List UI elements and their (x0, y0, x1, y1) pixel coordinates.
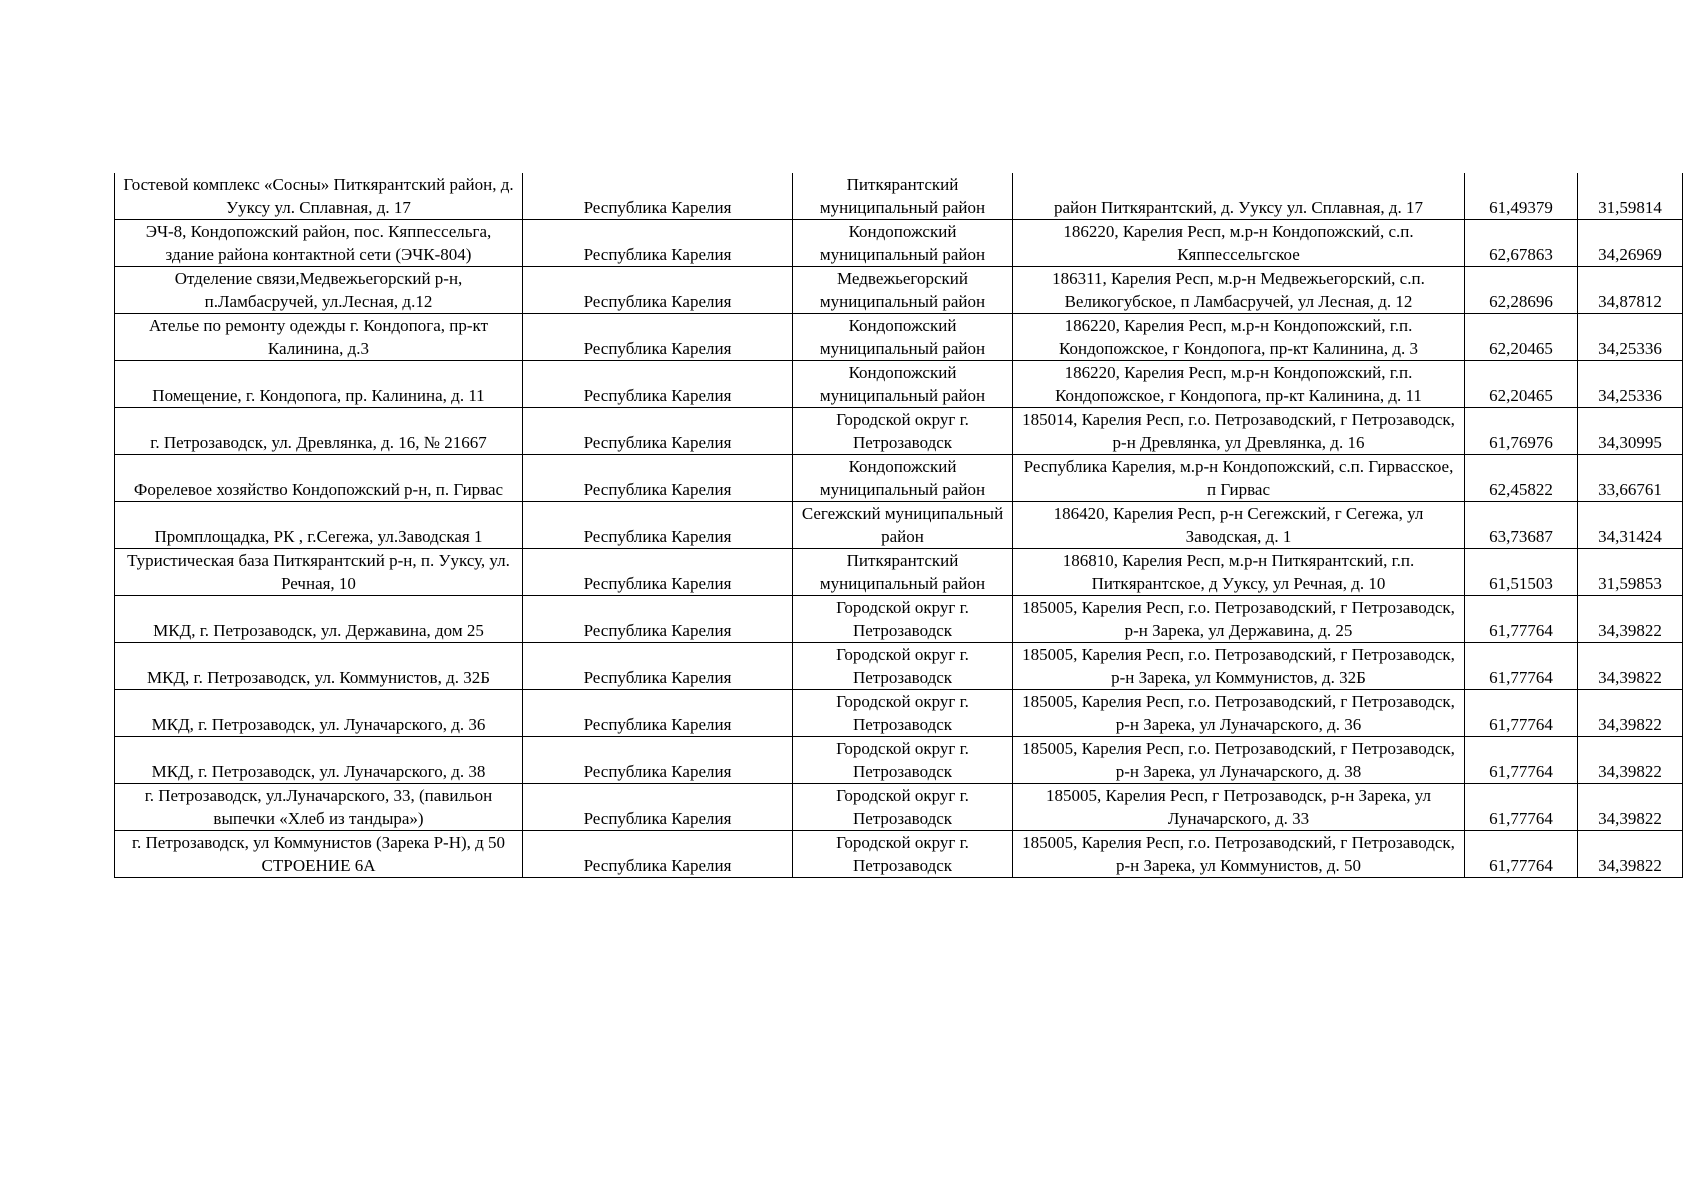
municipality-cell: Кондопожский муниципальный район (793, 314, 1013, 361)
address-cell: 186810, Карелия Респ, м.р-н Питкярантский, г.п. Питкярантское, д Ууксу, ул Речная, д. 10 (1013, 549, 1465, 596)
latitude-cell: 62,20465 (1465, 314, 1578, 361)
region-cell: Республика Карелия (523, 455, 793, 502)
table-row (115, 455, 1683, 502)
object-cell: Гостевой комплекс «Сосны» Питкярантский район, д. Ууксу ул. Сплавная, д. 17 (115, 173, 523, 220)
municipality-cell: Медвежьегорский муниципальный район (793, 267, 1013, 314)
region-cell: Республика Карелия (523, 408, 793, 455)
latitude-cell: 61,77764 (1465, 643, 1578, 690)
object-cell: МКД, г. Петрозаводск, ул. Державина, дом 25 (115, 596, 523, 643)
longitude-cell: 34,39822 (1578, 784, 1683, 831)
municipality-cell: Городской округ г. Петрозаводск (793, 737, 1013, 784)
municipality-cell: Городской округ г. Петрозаводск (793, 784, 1013, 831)
latitude-cell: 61,51503 (1465, 549, 1578, 596)
latitude-cell: 61,77764 (1465, 831, 1578, 878)
latitude-cell: 61,77764 (1465, 737, 1578, 784)
table-row (115, 173, 1683, 220)
region-cell: Республика Карелия (523, 314, 793, 361)
table-row (115, 502, 1683, 549)
address-cell: 185005, Карелия Респ, г.о. Петрозаводский, г Петрозаводск, р-н Зарека, ул Державина, д. 25 (1013, 596, 1465, 643)
address-cell: 185005, Карелия Респ, г.о. Петрозаводский, г Петрозаводск, р-н Зарека, ул Коммунистов, д. 32Б (1013, 643, 1465, 690)
latitude-cell: 62,67863 (1465, 220, 1578, 267)
object-cell: г. Петрозаводск, ул Коммунистов (Зарека Р-Н), д 50 СТРОЕНИЕ 6А (115, 831, 523, 878)
address-cell: район Питкярантский, д. Ууксу ул. Сплавная, д. 17 (1013, 173, 1465, 220)
object-cell: МКД, г. Петрозаводск, ул. Луначарского, д. 38 (115, 737, 523, 784)
longitude-cell: 34,39822 (1578, 643, 1683, 690)
table-row (115, 596, 1683, 643)
table-row (115, 220, 1683, 267)
region-cell: Республика Карелия (523, 831, 793, 878)
latitude-cell: 62,45822 (1465, 455, 1578, 502)
latitude-cell: 61,76976 (1465, 408, 1578, 455)
longitude-cell: 34,25336 (1578, 361, 1683, 408)
table-row (115, 408, 1683, 455)
region-cell: Республика Карелия (523, 549, 793, 596)
longitude-cell: 34,39822 (1578, 596, 1683, 643)
object-cell: г. Петрозаводск, ул. Древлянка, д. 16, № 21667 (115, 408, 523, 455)
region-cell: Республика Карелия (523, 502, 793, 549)
longitude-cell: 34,25336 (1578, 314, 1683, 361)
longitude-cell: 34,39822 (1578, 690, 1683, 737)
longitude-cell: 34,26969 (1578, 220, 1683, 267)
address-cell: 185005, Карелия Респ, г Петрозаводск, р-н Зарека, ул Луначарского, д. 33 (1013, 784, 1465, 831)
longitude-cell: 31,59814 (1578, 173, 1683, 220)
table-row (115, 737, 1683, 784)
latitude-cell: 63,73687 (1465, 502, 1578, 549)
municipality-cell: Кондопожский муниципальный район (793, 361, 1013, 408)
table-row (115, 643, 1683, 690)
longitude-cell: 33,66761 (1578, 455, 1683, 502)
document-page (114, 173, 1683, 878)
address-cell: 185014, Карелия Респ, г.о. Петрозаводский, г Петрозаводск, р-н Древлянка, ул Древлянка, д. 16 (1013, 408, 1465, 455)
municipality-cell: Городской округ г. Петрозаводск (793, 643, 1013, 690)
objects-table (114, 173, 1683, 878)
table-row (115, 314, 1683, 361)
longitude-cell: 34,30995 (1578, 408, 1683, 455)
longitude-cell: 34,39822 (1578, 831, 1683, 878)
latitude-cell: 61,77764 (1465, 784, 1578, 831)
object-cell: Отделение связи,Медвежьегорский р-н, п.Ламбасручей, ул.Лесная, д.12 (115, 267, 523, 314)
region-cell: Республика Карелия (523, 737, 793, 784)
municipality-cell: Городской округ г. Петрозаводск (793, 690, 1013, 737)
municipality-cell: Питкярантский муниципальный район (793, 173, 1013, 220)
region-cell: Республика Карелия (523, 784, 793, 831)
longitude-cell: 34,31424 (1578, 502, 1683, 549)
table-row (115, 267, 1683, 314)
object-cell: г. Петрозаводск, ул.Луначарского, 33, (павильон выпечки «Хлеб из тандыра») (115, 784, 523, 831)
municipality-cell: Кондопожский муниципальный район (793, 220, 1013, 267)
object-cell: МКД, г. Петрозаводск, ул. Коммунистов, д. 32Б (115, 643, 523, 690)
address-cell: 186220, Карелия Респ, м.р-н Кондопожский, г.п. Кондопожское, г Кондопога, пр-кт Калинина, д. 3 (1013, 314, 1465, 361)
municipality-cell: Сегежский муниципальный район (793, 502, 1013, 549)
region-cell: Республика Карелия (523, 220, 793, 267)
latitude-cell: 62,28696 (1465, 267, 1578, 314)
object-cell: Ателье по ремонту одежды г. Кондопога, пр-кт Калинина, д.3 (115, 314, 523, 361)
region-cell: Республика Карелия (523, 690, 793, 737)
latitude-cell: 62,20465 (1465, 361, 1578, 408)
address-cell: 186220, Карелия Респ, м.р-н Кондопожский, г.п. Кондопожское, г Кондопога, пр-кт Калинина, д. 11 (1013, 361, 1465, 408)
table-row (115, 831, 1683, 878)
region-cell: Республика Карелия (523, 596, 793, 643)
region-cell: Республика Карелия (523, 267, 793, 314)
address-cell: 185005, Карелия Респ, г.о. Петрозаводский, г Петрозаводск, р-н Зарека, ул Коммунистов, д. 50 (1013, 831, 1465, 878)
latitude-cell: 61,77764 (1465, 596, 1578, 643)
longitude-cell: 31,59853 (1578, 549, 1683, 596)
object-cell: Помещение, г. Кондопога, пр. Калинина, д. 11 (115, 361, 523, 408)
longitude-cell: 34,87812 (1578, 267, 1683, 314)
table-row (115, 549, 1683, 596)
address-cell: 185005, Карелия Респ, г.о. Петрозаводский, г Петрозаводск, р-н Зарека, ул Луначарского, д. 38 (1013, 737, 1465, 784)
latitude-cell: 61,77764 (1465, 690, 1578, 737)
table-row (115, 361, 1683, 408)
table-row (115, 784, 1683, 831)
latitude-cell: 61,49379 (1465, 173, 1578, 220)
address-cell: 186311, Карелия Респ, м.р-н Медвежьегорский, с.п. Великогубское, п Ламбасручей, ул Лесная, д. 12 (1013, 267, 1465, 314)
object-cell: МКД, г. Петрозаводск, ул. Луначарского, д. 36 (115, 690, 523, 737)
municipality-cell: Городской округ г. Петрозаводск (793, 408, 1013, 455)
municipality-cell: Городской округ г. Петрозаводск (793, 831, 1013, 878)
municipality-cell: Кондопожский муниципальный район (793, 455, 1013, 502)
address-cell: 186420, Карелия Респ, р-н Сегежский, г Сегежа, ул Заводская, д. 1 (1013, 502, 1465, 549)
table-row (115, 690, 1683, 737)
address-cell: 186220, Карелия Респ, м.р-н Кондопожский, с.п. Кяппессельгское (1013, 220, 1465, 267)
region-cell: Республика Карелия (523, 361, 793, 408)
object-cell: Промплощадка, РК , г.Сегежа, ул.Заводская 1 (115, 502, 523, 549)
longitude-cell: 34,39822 (1578, 737, 1683, 784)
municipality-cell: Питкярантский муниципальный район (793, 549, 1013, 596)
object-cell: ЭЧ-8, Кондопожский район, пос. Кяппессельга, здание района контактной сети (ЭЧК-804) (115, 220, 523, 267)
address-cell: Республика Карелия, м.р-н Кондопожский, с.п. Гирвасское, п Гирвас (1013, 455, 1465, 502)
address-cell: 185005, Карелия Респ, г.о. Петрозаводский, г Петрозаводск, р-н Зарека, ул Луначарского, д. 36 (1013, 690, 1465, 737)
region-cell: Республика Карелия (523, 643, 793, 690)
municipality-cell: Городской округ г. Петрозаводск (793, 596, 1013, 643)
object-cell: Туристическая база Питкярантский р-н, п. Ууксу, ул. Речная, 10 (115, 549, 523, 596)
object-cell: Форелевое хозяйство Кондопожский р-н, п. Гирвас (115, 455, 523, 502)
region-cell: Республика Карелия (523, 173, 793, 220)
